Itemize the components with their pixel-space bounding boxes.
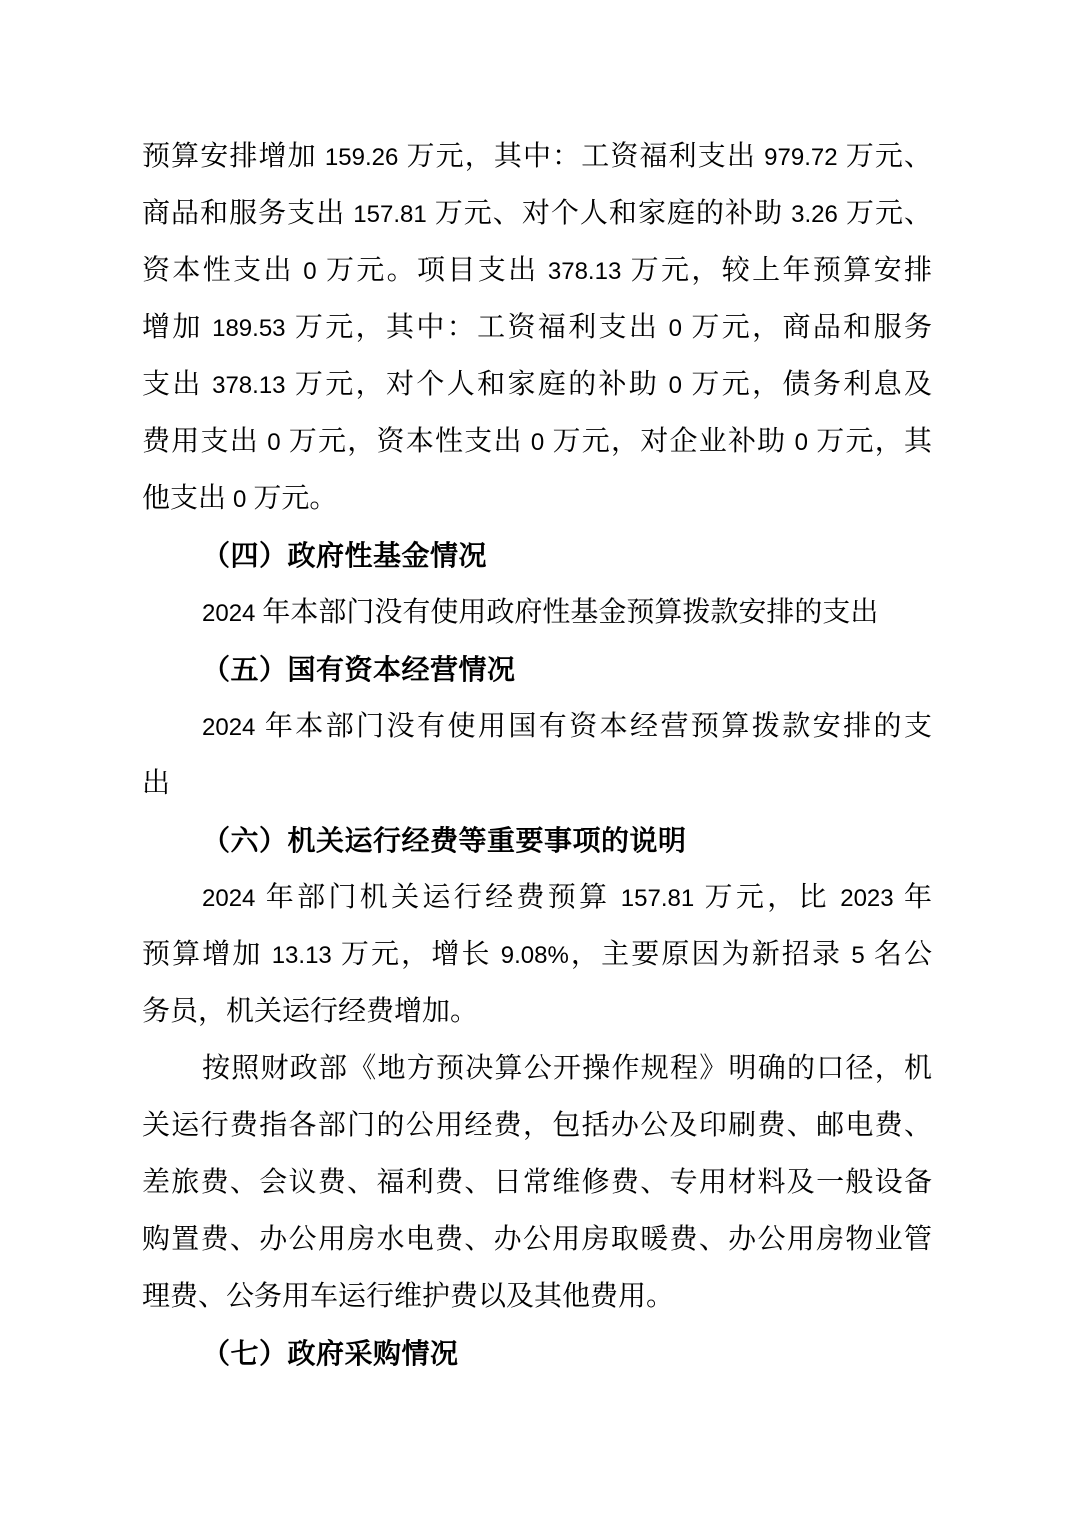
text-line: 关运行费指各部门的公用经费，包括办公及印刷费、邮电费、: [142, 1110, 932, 1141]
numeric-text: 5: [851, 942, 865, 969]
document-body: [142, 128, 932, 1382]
numeric-text: 2024: [202, 600, 256, 627]
numeric-text: 378.13: [212, 372, 286, 399]
numeric-text: 159.26: [324, 144, 399, 171]
text-line: 2024 年本部门没有使用国有资本经营预算拨款安排的支: [202, 711, 932, 742]
numeric-text: 378.13: [547, 258, 622, 285]
numeric-text: 9.08%: [500, 942, 569, 969]
numeric-text: 979.72: [764, 144, 838, 171]
numeric-text: 189.53: [212, 315, 286, 342]
text-line: 出: [142, 768, 171, 799]
text-line: 商品和服务支出 157.81 万元、对个人和家庭的补助 3.26 万元、: [142, 198, 932, 229]
numeric-text: 157.81: [620, 885, 695, 912]
numeric-text: 2024: [202, 885, 256, 912]
numeric-text: 0: [303, 258, 317, 285]
numeric-text: 13.13: [271, 942, 332, 969]
text-line: 预算安排增加 159.26 万元，其中：工资福利支出 979.72 万元、: [142, 141, 932, 172]
numeric-text: 0: [267, 429, 281, 456]
numeric-text: 0: [233, 486, 247, 513]
numeric-text: 0: [794, 429, 809, 456]
numeric-text: 0: [668, 372, 683, 399]
text-line: 增加 189.53 万元，其中：工资福利支出 0 万元，商品和服务: [142, 312, 932, 343]
text-line: 费用支出 0 万元，资本性支出 0 万元，对企业补助 0 万元，其: [142, 426, 932, 457]
text-line: 支出 378.13 万元，对个人和家庭的补助 0 万元，债务利息及: [142, 369, 932, 400]
text-line: 购置费、办公用房水电费、办公用房取暖费、办公用房物业管: [142, 1224, 932, 1255]
text-line: 理费、公务用车运行维护费以及其他费用。: [142, 1281, 675, 1312]
text-line: 资本性支出 0 万元。项目支出 378.13 万元，较上年预算安排: [142, 255, 932, 286]
text-line: 他支出 0 万元。: [142, 483, 338, 514]
section-heading: （七）政府采购情况: [202, 1338, 459, 1369]
numeric-text: 2024: [202, 714, 256, 741]
text-line: 预算增加 13.13 万元，增长 9.08%，主要原因为新招录 5 名公: [142, 939, 932, 970]
text-line: 按照财政部《地方预决算公开操作规程》明确的口径，机: [202, 1053, 932, 1084]
text-line: 务员，机关运行经费增加。: [142, 996, 479, 1027]
text-line: 差旅费、会议费、福利费、日常维修费、专用材料及一般设备: [142, 1167, 932, 1198]
text-line: 2024 年本部门没有使用政府性基金预算拨款安排的支出: [202, 597, 879, 628]
section-heading: （六）机关运行经费等重要事项的说明: [202, 825, 687, 856]
section-heading: （五）国有资本经营情况: [202, 654, 516, 685]
numeric-text: 0: [668, 315, 683, 342]
numeric-text: 157.81: [353, 201, 427, 228]
numeric-text: 2023: [840, 885, 894, 912]
numeric-text: 0: [530, 429, 545, 456]
numeric-text: 3.26: [791, 201, 838, 228]
section-heading: （四）政府性基金情况: [202, 540, 488, 571]
text-line: 2024 年部门机关运行经费预算 157.81 万元，比 2023 年: [202, 882, 932, 913]
